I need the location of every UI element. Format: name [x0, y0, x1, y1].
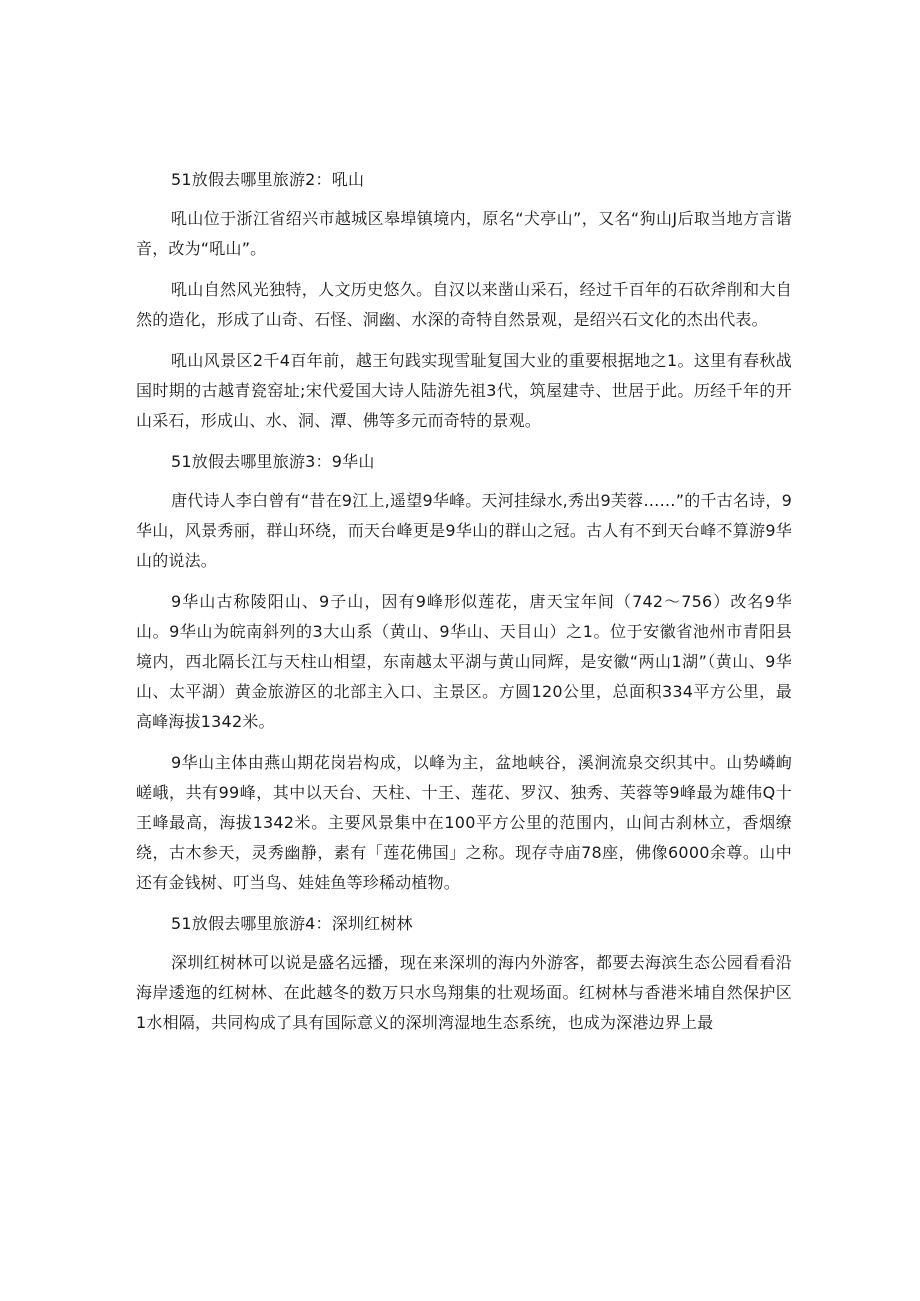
paragraph-houshan-location: 吼山位于浙江省绍兴市越城区皋埠镇境内，原名“犬亭山”，又名“狗山J后取当地方言谐音，改为“吼山”。	[136, 209, 792, 258]
section-heading-houshan: 51放假去哪里旅游2：吼山	[171, 170, 365, 189]
section-heading-shenzhen-mangrove: 51放假去哪里旅游4：深圳红树林	[171, 914, 413, 933]
paragraph-houshan-scenery: 吼山自然风光独特，人文历史悠久。自汉以来凿山采石，经过千百年的石砍斧削和大自然的造化，形成了山奇、石怪、洞幽、水深的奇特自然景观，是绍兴石文化的杰出代表。	[136, 280, 792, 329]
paragraph-jiuhuashan-overview: 9华山古称陵阳山、9子山，因有9峰形似莲花，唐天宝年间（742～756）改名9华山。9华山为皖南斜列的3大山系（黄山、9华山、天目山）之1。位于安徽省池州市青阳县境内，西北隔长江与天柱山相望，东南越太平湖与黄山同辉，是安徽“两山1湖”（黄山、9华山、太平湖）黄金旅游区的北部主入口、主景区。方圆120公里，总面积334平方公里，最高峰海拔1342米。	[136, 592, 792, 731]
section-heading-jiuhuashan: 51放假去哪里旅游3：9华山	[171, 452, 375, 471]
document-body	[136, 165, 792, 1049]
paragraph-shenzhen-mangrove: 深圳红树林可以说是盛名远播，现在来深圳的海内外游客，都要去海滨生态公园看看沿海岸逶迤的红树林、在此越冬的数万只水鸟翔集的壮观场面。红树林与香港米埔自然保护区1水相隔，共同构成了具有国际意义的深圳湾湿地生态系统，也成为深港边界上最	[136, 953, 792, 1032]
paragraph-jiuhuashan-geology: 9华山主体由燕山期花岗岩构成，以峰为主，盆地峡谷，溪涧流泉交织其中。山势嶙峋嵯峨，共有99峰，其中以天台、天柱、十王、莲花、罗汉、独秀、芙蓉等9峰最为雄伟Q十王峰最高，海拔1342米。主要风景集中在100平方公里的范围内，山间古刹林立，香烟缭绕，古木参天，灵秀幽静，素有「莲花佛国」之称。现存寺庙78座，佛像6000余尊。山中还有金钱树、叮当鸟、娃娃鱼等珍稀动植物。	[136, 753, 792, 892]
paragraph-jiuhuashan-poem: 唐代诗人李白曾有“昔在9江上,遥望9华峰。天河挂绿水,秀出9芙蓉……”的千古名诗，9华山，风景秀丽，群山环绕，而天台峰更是9华山的群山之冠。古人有不到天台峰不算游9华山的说法。	[136, 491, 792, 570]
paragraph-houshan-history: 吼山风景区2千4百年前，越王句践实现雪耻复国大业的重要根据地之1。这里有春秋战国时期的古越青瓷窑址;宋代爱国大诗人陆游先祖3代，筑屋建寺、世居于此。历经千年的开山采石，形成山、水、洞、潭、佛等多元而奇特的景观。	[136, 351, 792, 430]
